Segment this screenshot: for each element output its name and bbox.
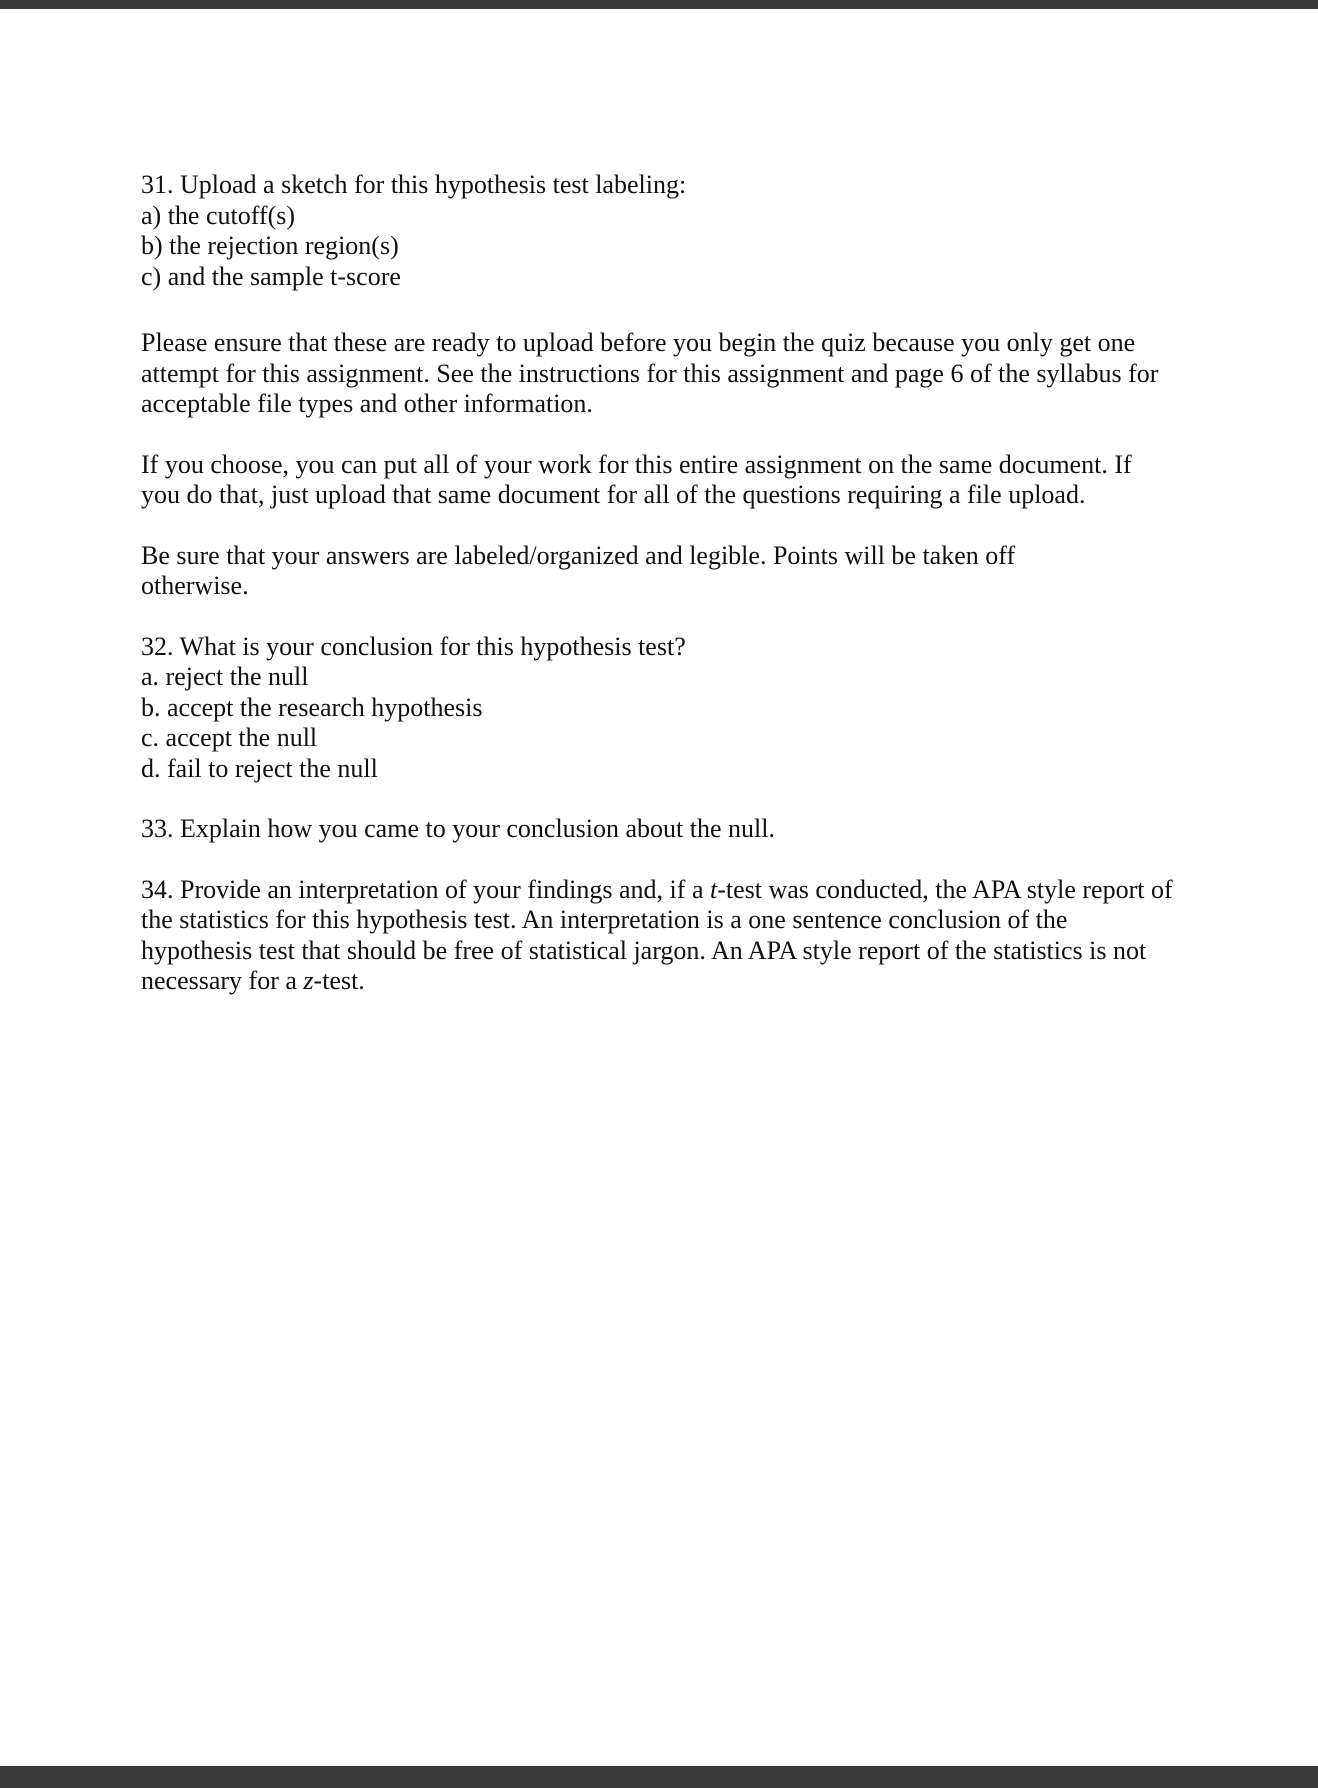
- question-32-option-b: b. accept the research hypothesis: [141, 692, 483, 722]
- question-31-title: 31. Upload a sketch for this hypothesis test labeling:: [141, 170, 687, 199]
- document-page: [0, 9, 1318, 1766]
- question-32-option-a: a. reject the null: [141, 662, 309, 691]
- question-32-option-d: d. fail to reject the null: [141, 753, 378, 783]
- question-34: [141, 875, 1181, 997]
- question-34-part1: 34. Provide an interpretation of your findings and, if a: [141, 874, 710, 904]
- question-34-z-italic: z: [303, 966, 314, 995]
- question-31-item-b: b) the rejection region(s): [141, 231, 399, 260]
- question-31: [141, 170, 1201, 292]
- viewer-top-bar: [0, 0, 1318, 9]
- viewer-bottom-bar: [0, 1766, 1318, 1788]
- question-31-item-c: c) and the sample t-score: [141, 261, 401, 291]
- upload-ready-note: Please ensure that these are ready to upload before you begin the quiz because you only get one attempt for this assignment. See the instructions for this assignment and page 6 of the syllabus for acceptable file types and other information.: [141, 328, 1165, 418]
- document-content: [141, 170, 1201, 997]
- labeled-note: Be sure that your answers are labeled/organized and legible. Points will be taken off otherwise.: [141, 540, 1022, 600]
- question-32: [141, 632, 1201, 785]
- question-32-title: 32. What is your conclusion for this hypothesis test?: [141, 631, 686, 661]
- question-32-option-c: c. accept the null: [141, 723, 318, 752]
- question-34-part3: -test.: [313, 966, 365, 995]
- question-34-t-italic: t: [709, 874, 718, 904]
- question-33: 33. Explain how you came to your conclusion about the null.: [141, 814, 775, 843]
- question-31-item-a: a) the cutoff(s): [141, 200, 296, 230]
- question-34-part2: -test was conducted, the APA style report of the statistics for this hypothesis test. An interpretation is a one sentence conclusion of the hypothesis test that should be free of statistical jargon. An APA style report of the statistics is not necessary for a: [141, 874, 1180, 995]
- same-document-note: If you choose, you can put all of your work for this entire assignment on the same document. If you do that, just upload that same document for all of the questions requiring a file upload.: [141, 449, 1139, 509]
